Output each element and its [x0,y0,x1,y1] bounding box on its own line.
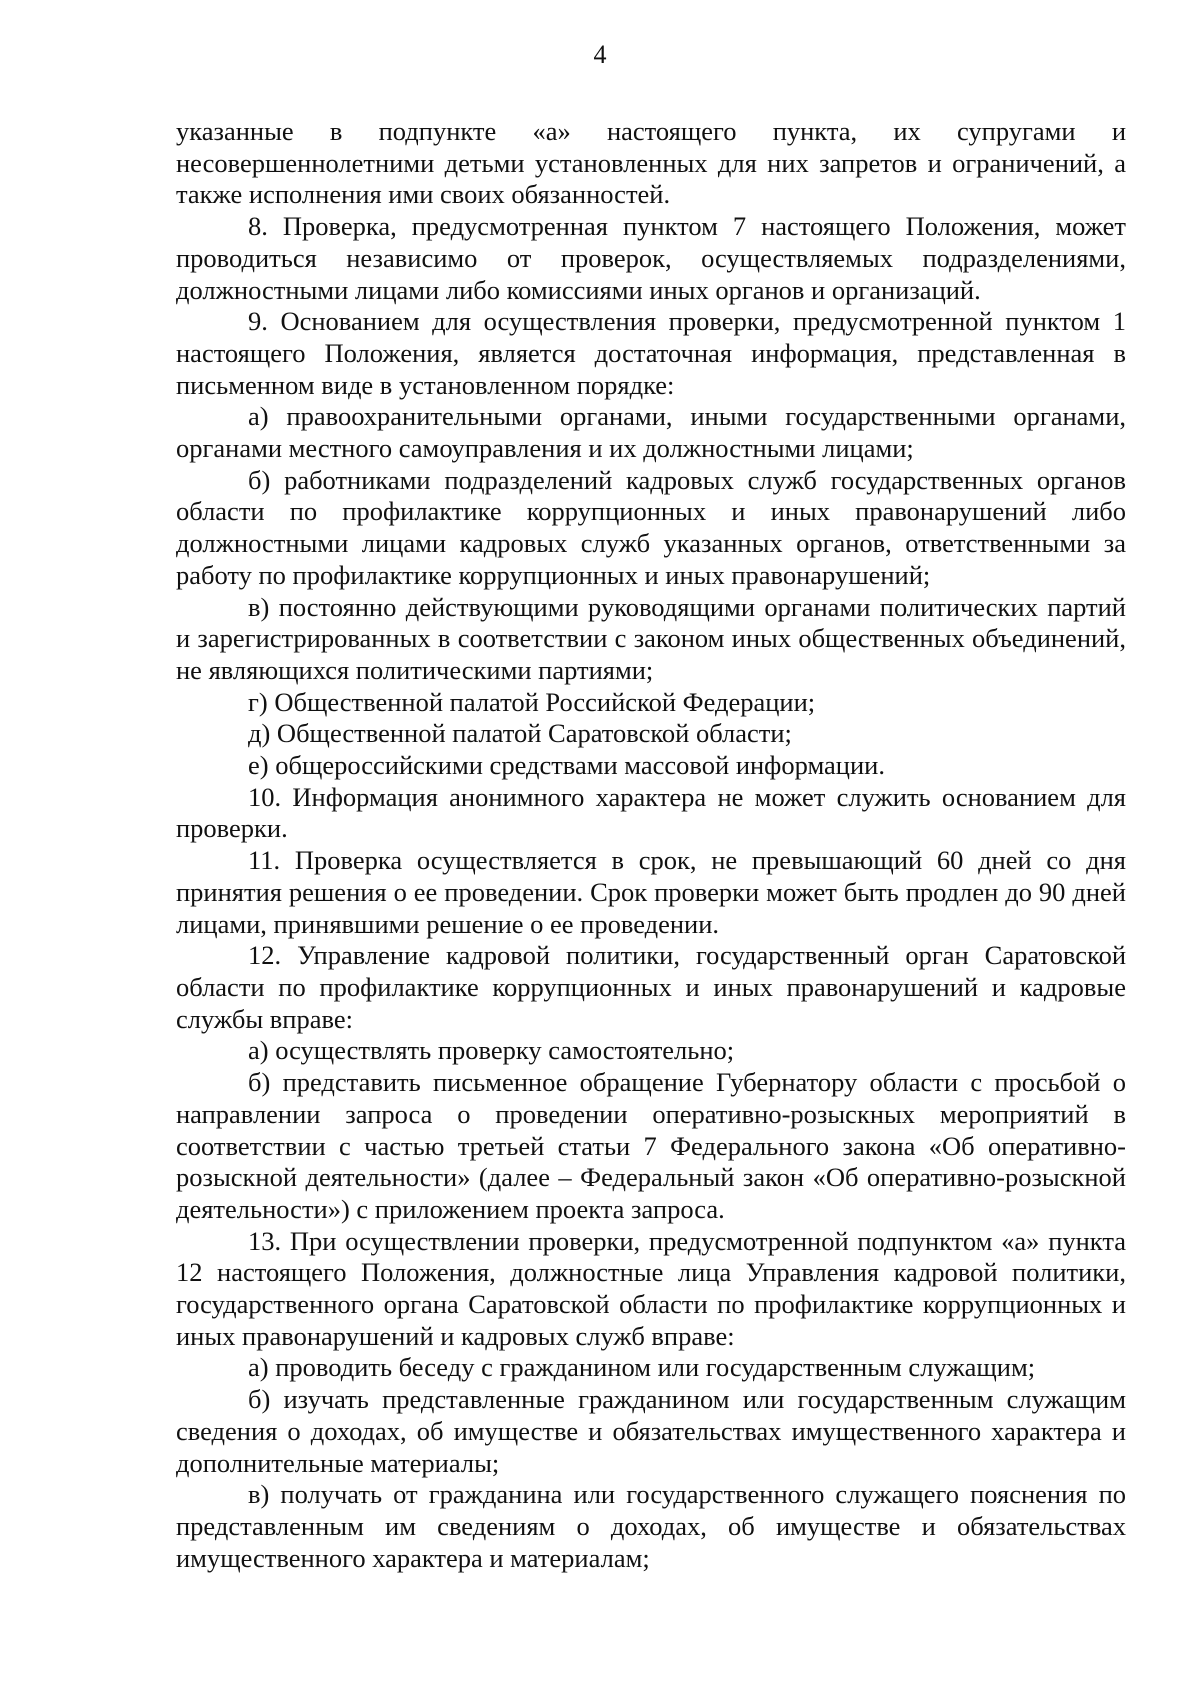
paragraph-item-9-v: в) постоянно действующими руководящими органами политических партий и зарегистрированных в соответствии с законом иных общественных объединений, не являющихся политическими партиями; [176,591,1126,685]
paragraph-item-9-g: г) Общественной палатой Российской Федерации; [248,686,816,717]
paragraph-item-13-a: а) проводить беседу с гражданином или государственным служащим; [248,1352,1036,1383]
paragraph-item-9-a: а) правоохранительными органами, иными государственными органами, органами местного самоуправления и их должностными лицами; [176,401,1126,464]
paragraph-item-13: 13. При осуществлении проверки, предусмотренной подпунктом «а» пункта 12 настоящего Положения, должностные лица Управления кадровой политики, государственного органа Саратовской области по профилактике коррупционных и иных правонарушений и кадровых служб вправе: [176,1225,1126,1351]
paragraph-item-8: 8. Проверка, предусмотренная пунктом 7 настоящего Положения, может проводиться независимо от проверок, осуществляемых подразделениями, должностными лицами либо комиссиями иных органов и организаций. [176,211,1126,305]
paragraph-item-10: 10. Информация анонимного характера не может служить основанием для проверки. [176,781,1126,844]
paragraph-item-12: 12. Управление кадровой политики, государственный орган Саратовской области по профилактике коррупционных и иных правонарушений и кадровые службы вправе: [176,940,1126,1034]
document-body [176,116,1126,1574]
paragraph-continuation: указанные в подпункте «а» настоящего пункта, их супругами и несовершеннолетними детьми установленных для них запретов и ограничений, а также исполнения ими своих обязанностей. [176,116,1126,210]
paragraph-item-13-v: в) получать от гражданина или государственного служащего пояснения по представленным им сведениям о доходах, об имуществе и обязательствах имущественного характера и материалам; [176,1479,1126,1573]
paragraph-item-11: 11. Проверка осуществляется в срок, не превышающий 60 дней со дня принятия решения о ее проведении. Срок проверки может быть продлен до 90 дней лицами, принявшими решение о ее проведении. [176,845,1126,939]
page-number: 4 [593,40,607,69]
paragraph-item-13-b: б) изучать представленные гражданином или государственным служащим сведения о доходах, об имуществе и обязательствах имущественного характера и дополнительные материалы; [176,1384,1126,1478]
paragraph-item-9-e: е) общероссийскими средствами массовой информации. [248,750,885,781]
paragraph-item-9: 9. Основанием для осуществления проверки, предусмотренной пунктом 1 настоящего Положения, является достаточная информация, представленная в письменном виде в установленном порядке: [176,306,1126,400]
paragraph-item-9-d: д) Общественной палатой Саратовской области; [248,718,792,749]
paragraph-item-12-b: б) представить письменное обращение Губернатору области с просьбой о направлении запроса о проведении оперативно-розыскных мероприятий в соответствии с частью третьей статьи 7 Федерального закона «Об оперативно-розыскной деятельности» (далее – Федеральный закон «Об оперативно-розыскной деятельности») с приложением проекта запроса. [176,1067,1126,1224]
paragraph-item-9-b: б) работниками подразделений кадровых служб государственных органов области по профилактике коррупционных и иных правонарушений либо должностными лицами кадровых служб указанных органов, ответственными за работу по профилактике коррупционных и иных правонарушений; [176,464,1126,590]
paragraph-item-12-a: а) осуществлять проверку самостоятельно; [248,1035,735,1066]
